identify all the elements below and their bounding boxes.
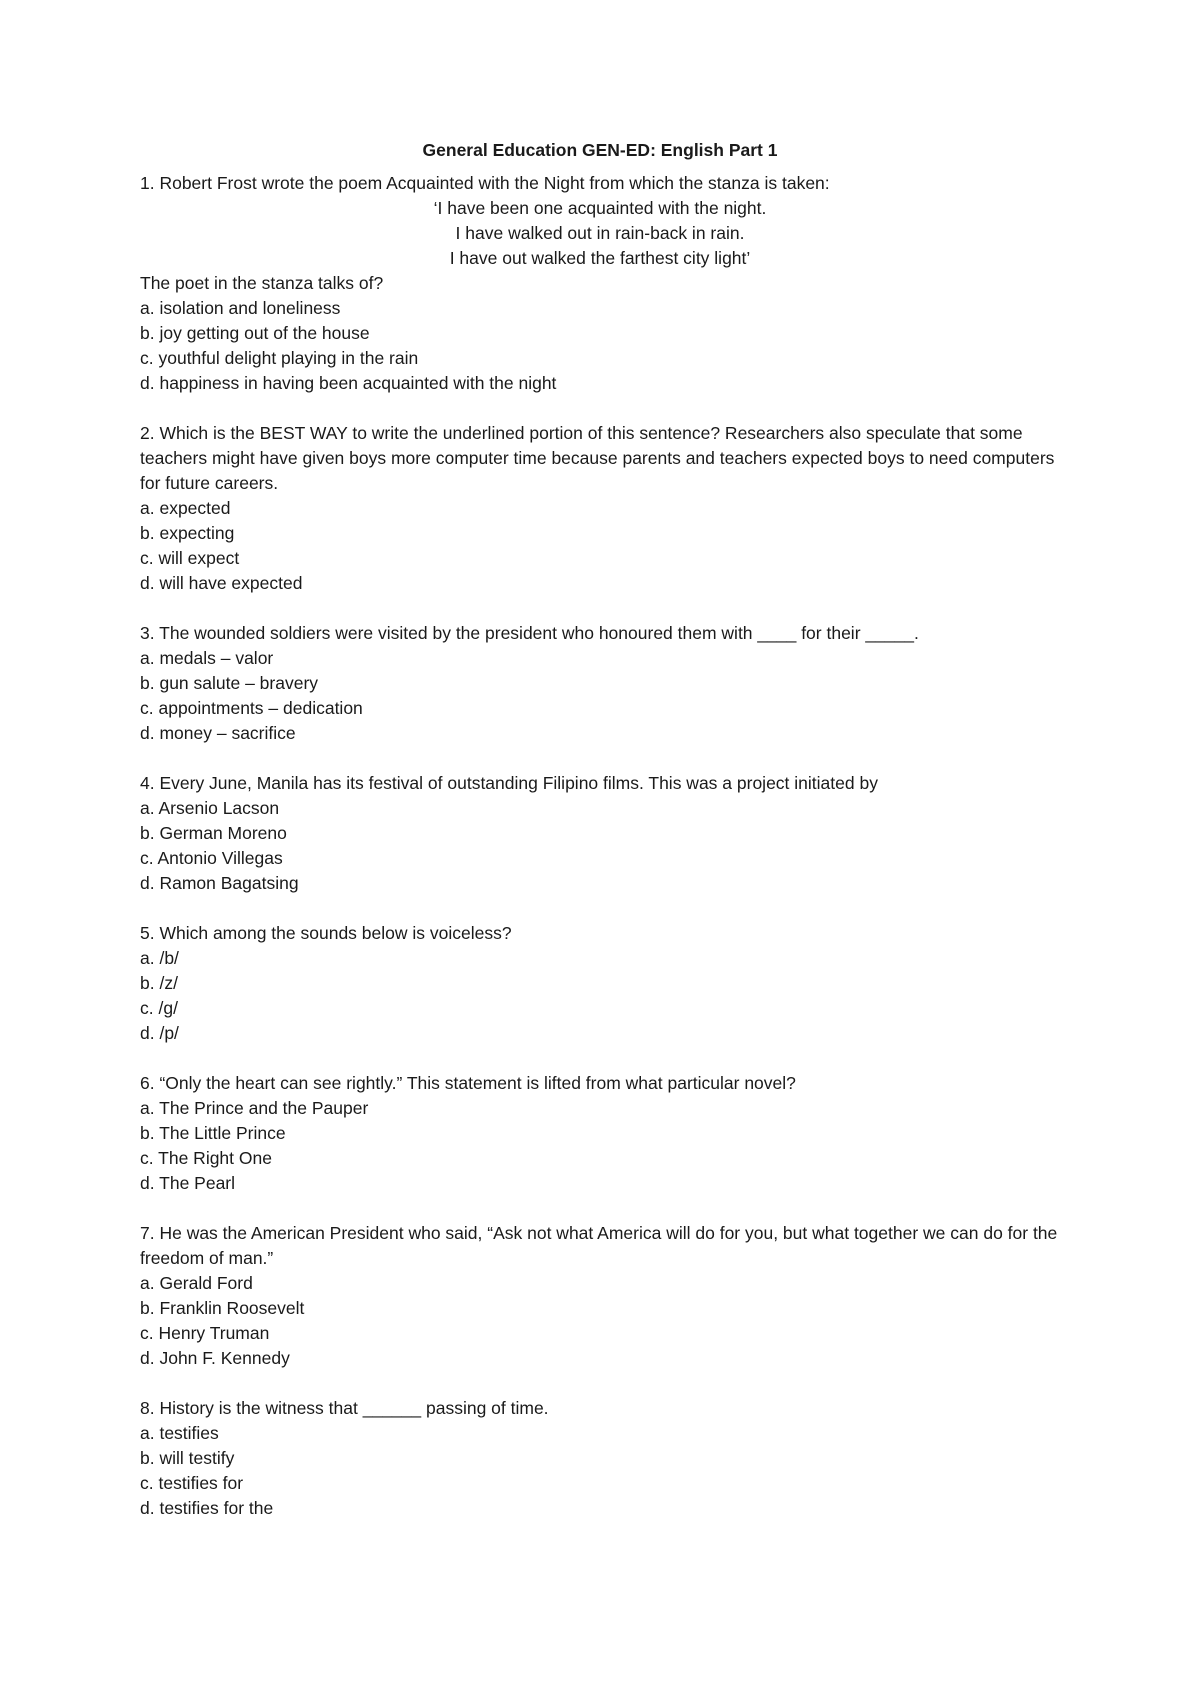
question-stem: 8. History is the witness that ______ passing of time. [140,1398,549,1418]
answer-options [140,1271,1060,1371]
stanza-line: ‘I have been one acquainted with the night. [433,198,767,218]
answer-option: d. money – sacrifice [140,723,296,743]
answer-option: a. /b/ [140,948,179,968]
document-title: General Education GEN-ED: English Part 1 [422,140,778,160]
answer-option: c. The Right One [140,1148,272,1168]
question-stem: 5. Which among the sounds below is voiceless? [140,923,512,943]
answer-option: c. youthful delight playing in the rain [140,348,419,368]
answer-option: d. John F. Kennedy [140,1348,290,1368]
question-stem: 3. The wounded soldiers were visited by the president who honoured them with ____ for their _____. [140,623,919,643]
answer-option: b. joy getting out of the house [140,323,370,343]
question-1 [140,171,1060,396]
answer-option: a. isolation and loneliness [140,298,341,318]
question-5 [140,921,1060,1046]
answer-option: d. will have expected [140,573,303,593]
document-body [140,138,1060,1546]
answer-option: a. Arsenio Lacson [140,798,280,818]
answer-option: d. Ramon Bagatsing [140,873,299,893]
answer-options [140,1421,1060,1521]
question-stem: 7. He was the American President who said, “Ask not what America will do for you, but what together we can do for the freedom of man.” [140,1223,1058,1268]
question-stem: 1. Robert Frost wrote the poem Acquainted with the Night from which the stanza is taken: [140,173,830,193]
question-stem: 4. Every June, Manila has its festival of outstanding Filipino films. This was a project initiated by [140,773,878,793]
answer-option: d. happiness in having been acquainted with the night [140,373,557,393]
answer-options [140,296,1060,396]
answer-option: c. testifies for [140,1473,244,1493]
answer-option: a. Gerald Ford [140,1273,253,1293]
question-prompt: The poet in the stanza talks of? [140,273,384,293]
answer-options [140,646,1060,746]
question-2 [140,421,1060,596]
answer-option: a. The Prince and the Pauper [140,1098,369,1118]
answer-option: a. medals – valor [140,648,274,668]
answer-option: c. /g/ [140,998,178,1018]
answer-options [140,796,1060,896]
stanza-line: I have out walked the farthest city light’ [449,248,751,268]
question-stem: 2. Which is the BEST WAY to write the underlined portion of this sentence? Researchers also speculate that some teachers might have given boys more computer time because parents and teachers expected boys to need computers for future careers. [140,423,1055,493]
question-8 [140,1396,1060,1521]
answer-option: d. The Pearl [140,1173,236,1193]
answer-option: b. gun salute – bravery [140,673,319,693]
answer-options [140,1096,1060,1196]
answer-option: d. testifies for the [140,1498,274,1518]
question-7 [140,1221,1060,1371]
answer-option: b. The Little Prince [140,1123,286,1143]
answer-option: a. expected [140,498,231,518]
answer-option: d. /p/ [140,1023,179,1043]
answer-option: b. expecting [140,523,235,543]
answer-options [140,946,1060,1046]
answer-option: c. will expect [140,548,240,568]
question-4 [140,771,1060,896]
answer-option: c. appointments – dedication [140,698,363,718]
answer-options [140,496,1060,596]
question-6 [140,1071,1060,1196]
stanza-line: I have walked out in rain-back in rain. [455,223,745,243]
answer-option: c. Antonio Villegas [140,848,283,868]
answer-option: b. German Moreno [140,823,287,843]
answer-option: b. Franklin Roosevelt [140,1298,305,1318]
poem-stanza [140,196,1060,271]
answer-option: b. will testify [140,1448,235,1468]
answer-option: a. testifies [140,1423,219,1443]
question-stem: 6. “Only the heart can see rightly.” This statement is lifted from what particular novel? [140,1073,796,1093]
question-3 [140,621,1060,746]
answer-option: b. /z/ [140,973,178,993]
answer-option: c. Henry Truman [140,1323,270,1343]
